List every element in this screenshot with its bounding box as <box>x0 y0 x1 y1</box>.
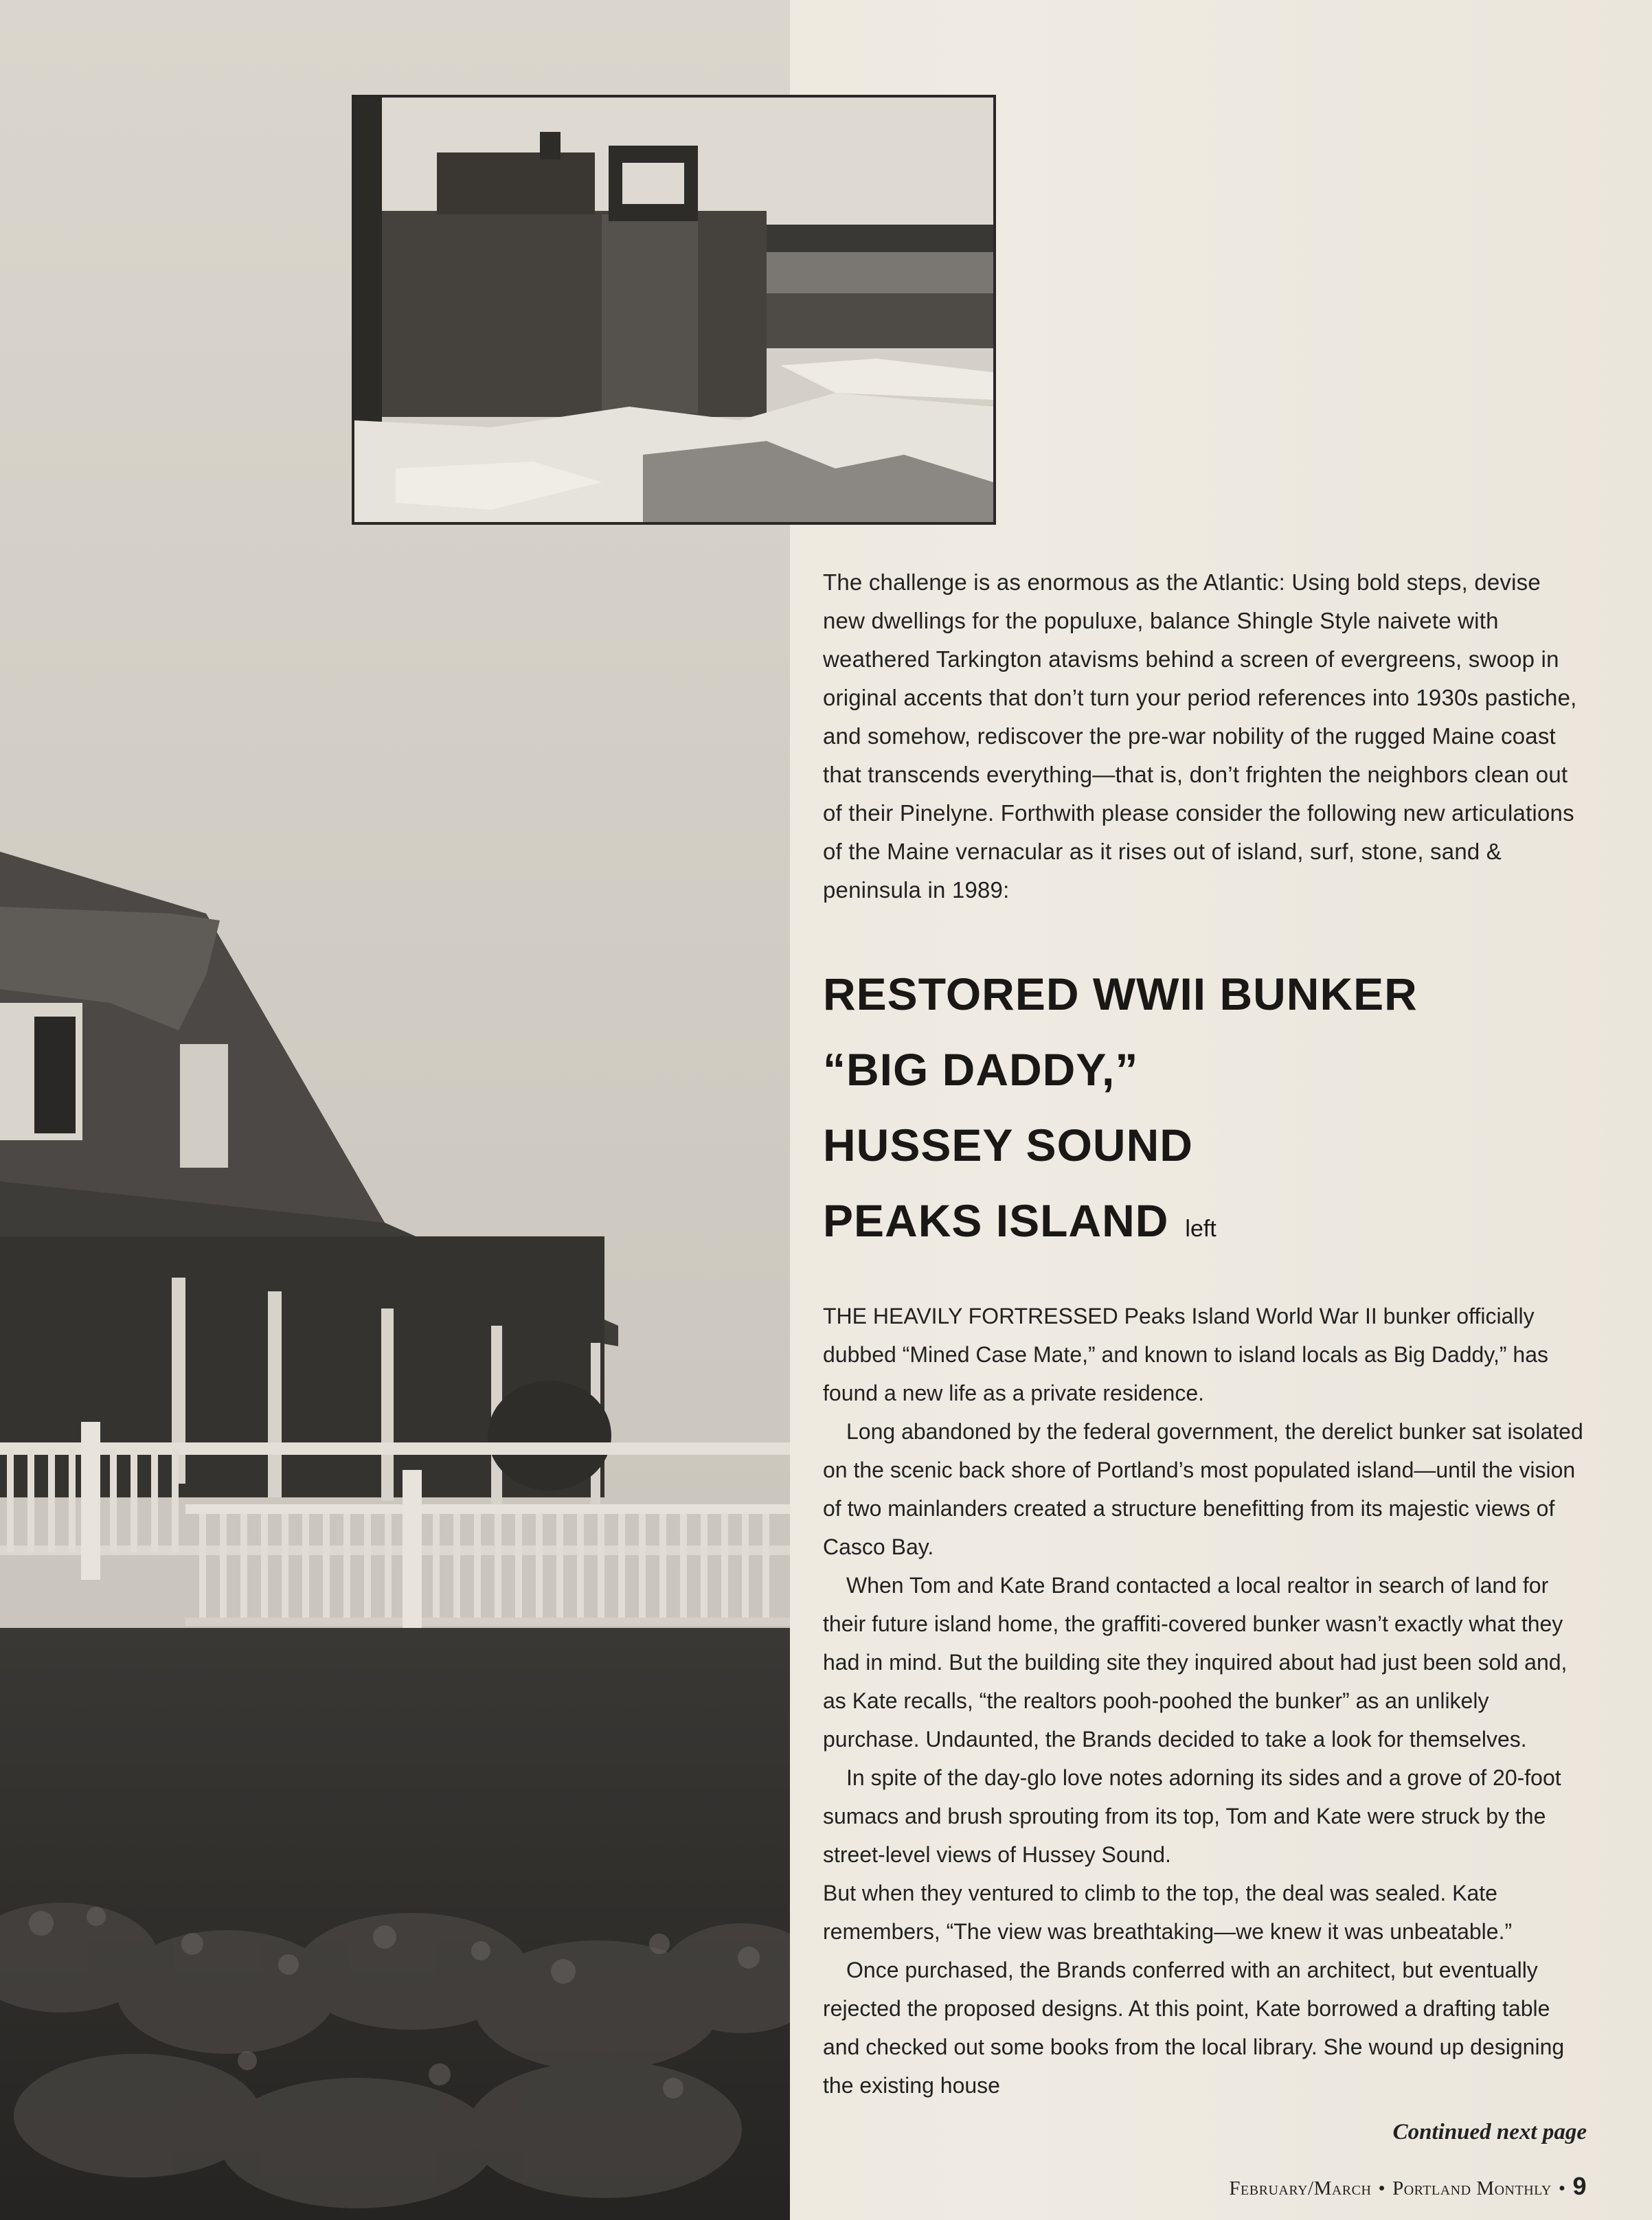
continued-next-page: Continued next page <box>1392 2120 1587 2144</box>
issue-date: February/March <box>1229 2177 1372 2199</box>
bunker-photo-image <box>354 98 993 522</box>
article-headline <box>823 956 1587 1267</box>
body-paragraph-4: In spite of the day-glo love notes adorning its sides and a grove of 20-foot sumacs and brush sprouting from its top, Tom and Kate were struck by the street-level views of Hussey Sound. <box>823 1765 1561 1867</box>
article-body <box>823 1297 1587 2105</box>
page-number: 9 <box>1572 2172 1587 2200</box>
bullet-separator: • <box>1558 2177 1566 2199</box>
body-paragraph-1: THE HEAVILY FORTRESSED Peaks Island World War II bunker officially dubbed “Mined Case Mate,” and known to island locals as Big Daddy,” has found a new life as a private residence. <box>823 1304 1548 1405</box>
body-paragraph-2: Long abandoned by the federal government, the derelict bunker sat isolated on the scenic back shore of Portland’s most populated island—until the vision of two mainlanders created a structure benefitting from its majestic views of Casco Bay. <box>823 1419 1583 1559</box>
article-column <box>823 563 1587 2145</box>
body-paragraph-5: But when they ventured to climb to the top, the deal was sealed. Kate remembers, “The view was breathtaking—we knew it was unbeatable.” <box>823 1881 1513 1944</box>
headline-line-3: HUSSEY SOUND <box>823 1120 1193 1170</box>
page-footer <box>1229 2172 1587 2201</box>
headline-line-2: “BIG DADDY,” <box>823 1044 1139 1095</box>
headline-line-4-text: PEAKS ISLAND <box>823 1195 1169 1246</box>
photo-position-note: left <box>1185 1216 1217 1242</box>
intro-paragraph: The challenge is as enormous as the Atlantic: Using bold steps, devise new dwellings for the populuxe, balance Shingle Style naivete with weathered Tarkington atavisms behind a screen of evergreens, swoop in original accents that don’t turn your period references into 1930s pastiche, and somehow, rediscover the pre-war nobility of the rugged Maine coast that transcends everything—that is, don’t frighten the neighbors clean out of their Pinelyne. Forthwith please consider the following new articulations of the Maine vernacular as it rises out of island, surf, stone, sand & peninsula in 1989: <box>823 569 1577 903</box>
headline-line-4 <box>823 1183 1587 1267</box>
bullet-separator: • <box>1378 2177 1386 2199</box>
publication-name: Portland Monthly <box>1392 2177 1552 2199</box>
body-paragraph-6: Once purchased, the Brands conferred with an architect, but eventually rejected the proposed designs. At this point, Kate borrowed a drafting table and checked out some books from the local library. She wound up designing the existing house <box>823 1958 1565 2098</box>
headline-line-1: RESTORED WWII BUNKER <box>823 969 1418 1019</box>
body-paragraph-3: When Tom and Kate Brand contacted a local realtor in search of land for their future island home, the graffiti-covered bunker wasn’t exactly what they had in mind. But the building site they inquired about had just been sold and, as Kate recalls, “the realtors pooh-poohed the bunker” as an unlikely purchase. Undaunted, the Brands decided to take a look for themselves. <box>823 1573 1568 1752</box>
bunker-photo <box>352 95 996 525</box>
